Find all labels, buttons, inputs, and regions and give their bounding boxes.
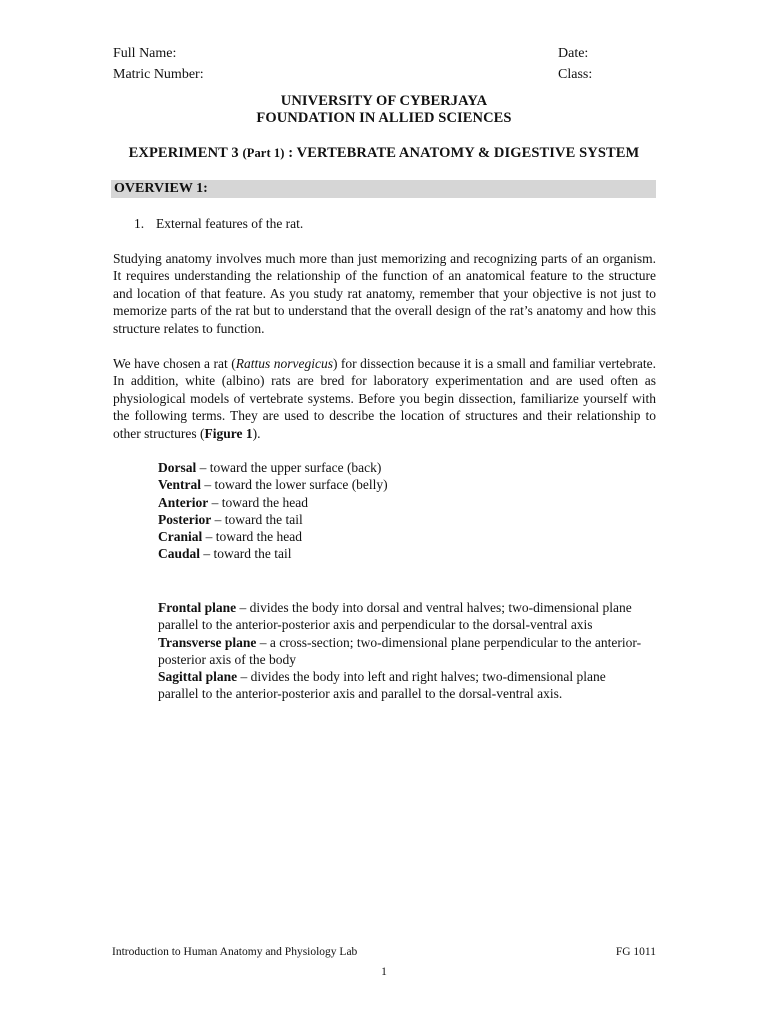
plane-sagittal [158,668,648,703]
paragraph-rat-text-3: ). [252,425,261,441]
term-label: Posterior [158,511,212,527]
plane-frontal [158,599,648,634]
experiment-title [0,145,768,162]
date-label: Date: [558,46,589,61]
full-name-label: Full Name: [113,46,177,61]
direction-terms-list [158,459,638,563]
term-label: Caudal [158,546,201,562]
list-number: 1. [134,216,145,231]
term-ventral [158,476,638,493]
term-label: Anterior [158,494,209,510]
overview-heading-bar [111,180,656,198]
plane-label: Transverse plane [158,634,257,650]
header-row-1 [113,46,656,62]
foundation-title: FOUNDATION IN ALLIED SCIENCES [256,110,512,126]
footer-course-code: FG 1011 [615,946,656,958]
plane-definition: – divides the body into dorsal and ventral halves; two-dimensional plane parallel to the anterior-posterior axis and perpendicular to the dorsal-ventral axis [158,600,632,633]
plane-label: Sagittal plane [158,669,238,685]
page-footer [112,946,656,958]
experiment-rest: : VERTEBRATE ANATOMY & DIGESTIVE SYSTEM [284,145,640,161]
list-text: External features of the rat. [156,216,304,231]
footer-course-title: Introduction to Human Anatomy and Physiology Lab [112,946,358,958]
term-anterior [158,494,638,511]
matric-number-label: Matric Number: [113,67,204,82]
term-caudal [158,545,638,562]
term-cranial [158,528,638,545]
term-definition: – toward the lower surface (belly) [201,477,388,493]
experiment-part: (Part 1) [242,146,285,160]
page-number: 1 [381,966,387,978]
term-label: Dorsal [158,460,197,475]
paragraph-rat [113,355,656,442]
experiment-prefix: EXPERIMENT 3 [128,145,243,161]
paragraph-rat-text-2: ) for dissection because it is a small and familiar vertebrate. In addition, white (albino) rats are bred for laboratory experimentation and are used often as physiological models of vertebrate systems. Before you begin dissection, familiarize yourself with the following terms. They are used to describe the location of structures and their relationship to other structures ( [113,356,656,441]
figure-reference: Figure 1 [204,425,253,441]
term-definition: – toward the head [208,494,308,510]
university-title: UNIVERSITY OF CYBERJAYA [280,93,488,109]
paragraph-anatomy: Studying anatomy involves much more than just memorizing and recognizing parts of an organism. It requires understanding the relationship of the function of an anatomical feature to the structure and location of that feature. As you study rat anatomy, remember that your objective is not just to memorize parts of the rat but to understand that the overall design of the rat’s anatomy and how this structure relates to function. [113,251,656,336]
term-definition: – toward the upper surface (back) [196,460,382,475]
overview-heading: OVERVIEW 1: [114,181,208,196]
header-row-2 [113,67,656,83]
term-dorsal [158,459,638,476]
term-definition: – toward the head [202,529,302,545]
species-name: Rattus norvegicus [235,356,333,371]
plane-transverse [158,634,648,669]
list-item [134,216,303,232]
term-definition: – toward the tail [211,511,303,527]
plane-definition: – divides the body into left and right halves; two-dimensional plane parallel to the anterior-posterior axis and parallel to the dorsal-ventral axis. [158,669,606,702]
paragraph-rat-text-1: We have chosen a rat ( [113,356,236,371]
term-label: Ventral [158,477,201,493]
term-definition: – toward the tail [200,546,292,562]
term-posterior [158,511,638,528]
plane-label: Frontal plane [158,600,237,615]
body-planes-list [158,599,648,703]
class-label: Class: [558,67,593,82]
plane-definition: – a cross-section; two-dimensional plane perpendicular to the anterior-posterior axis of the body [158,634,642,667]
term-label: Cranial [158,529,203,545]
